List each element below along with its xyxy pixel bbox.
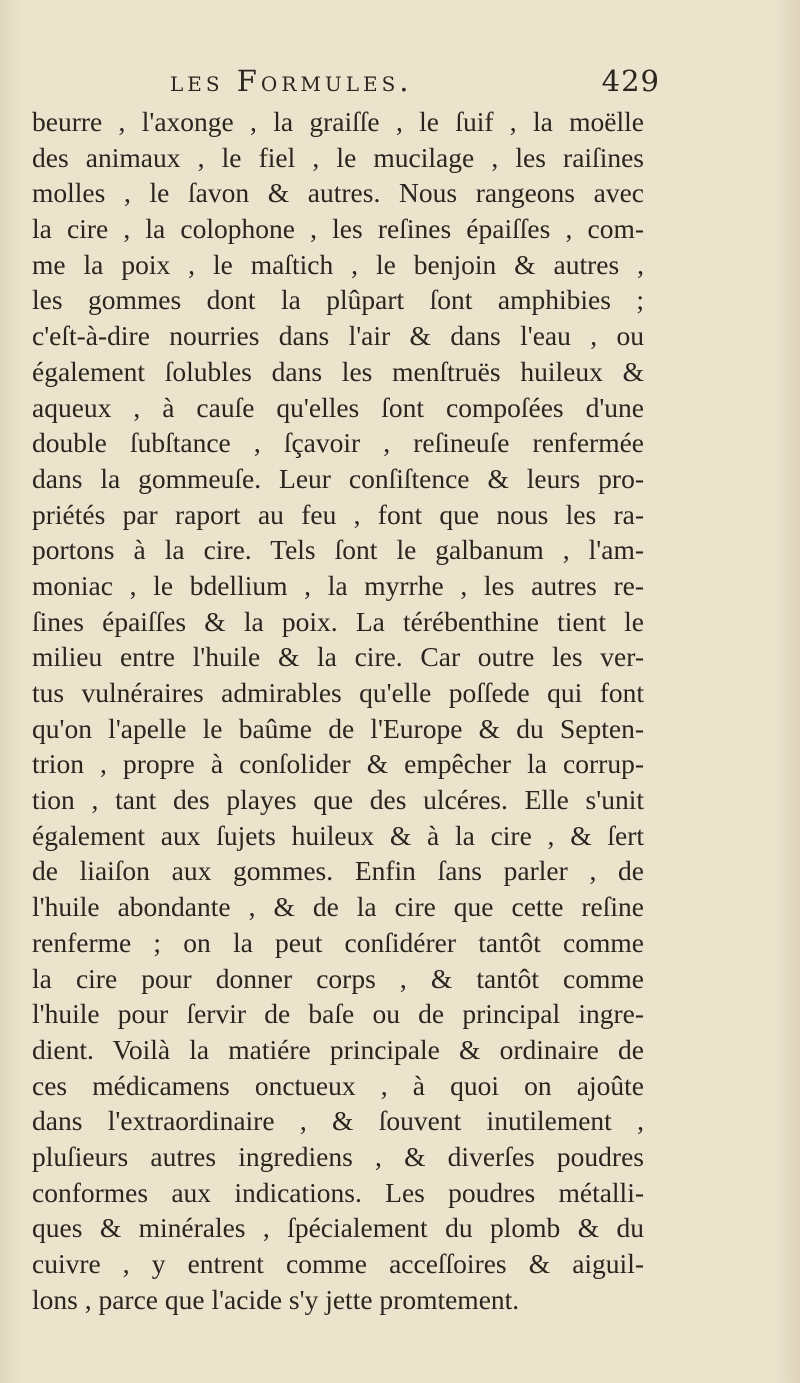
- text-line: ces médicamens onctueux , à quoi on ajoûte: [32, 1069, 644, 1101]
- page-number: 429: [601, 64, 660, 98]
- text-line: trion , propre à conſolider & empêcher la corrup-: [32, 748, 644, 780]
- text-line: portons à la cire. Tels ſont le galbanum , l'am-: [32, 534, 644, 566]
- running-title: les Formules.: [170, 64, 413, 98]
- text-line: la cire , la colophone , les reſines épaiſſes , com-: [32, 213, 644, 245]
- text-line: milieu entre l'huile & la cire. Car outre les ver-: [32, 641, 644, 673]
- text-line: la cire pour donner corps , & tantôt comme: [32, 962, 644, 994]
- text-line: aqueux , à cauſe qu'elles ſont compoſées d'une: [32, 391, 644, 423]
- body-text: [32, 104, 644, 1317]
- text-line: beurre , l'axonge , la graiſſe , le ſuif , la moëlle: [32, 106, 644, 137]
- text-line: me la poix , le maſtich , le benjoin & autres ,: [32, 248, 644, 280]
- text-line: dans la gommeuſe. Leur conſiſtence & leurs pro-: [32, 462, 644, 494]
- text-line: de liaiſon aux gommes. Enfin ſans parler , de: [32, 855, 644, 887]
- text-line: également ſolubles dans les menſtruës huileux &: [32, 355, 644, 387]
- text-line: qu'on l'apelle le baûme de l'Europe & du Septen-: [32, 712, 644, 744]
- text-line: tus vulnéraires admirables qu'elle poſſede qui font: [32, 677, 644, 708]
- text-line: lons , parce que l'acide s'y jette promtement.: [32, 1283, 520, 1315]
- text-line: l'huile pour ſervir de baſe ou de principal ingre-: [32, 998, 644, 1030]
- text-line: double ſubſtance , ſçavoir , reſineuſe renfermée: [32, 427, 644, 459]
- text-line: les gommes dont la plûpart ſont amphibies ;: [32, 284, 644, 316]
- text-line: moniac , le bdellium , la myrrhe , les autres re-: [32, 569, 644, 601]
- text-line: priétés par raport au feu , font que nous les ra-: [32, 498, 644, 530]
- text-line: molles , le ſavon & autres. Nous rangeons avec: [32, 177, 644, 209]
- text-line: ques & minérales , ſpécialement du plomb & du: [32, 1212, 644, 1244]
- text-line: c'eſt-à-dire nourries dans l'air & dans l'eau , ou: [32, 320, 644, 352]
- text-line: pluſieurs autres ingrediens , & diverſes poudres: [32, 1140, 644, 1172]
- text-line: tion , tant des playes que des ulcéres. Elle s'unit: [32, 784, 644, 816]
- text-line: renferme ; on la peut conſidérer tantôt comme: [32, 926, 644, 958]
- text-line: l'huile abondante , & de la cire que cette reſine: [32, 891, 644, 923]
- page-header: [140, 64, 660, 108]
- text-line: conformes aux indications. Les poudres métalli-: [32, 1176, 644, 1208]
- text-line: des animaux , le fiel , le mucilage , les raiſines: [32, 141, 644, 173]
- text-line: cuivre , y entrent comme acceſſoires & aiguil-: [32, 1248, 644, 1279]
- text-line: également aux ſujets huileux & à la cire , & ſert: [32, 819, 644, 851]
- text-line: ſines épaiſſes & la poix. La térébenthine tient le: [32, 605, 644, 637]
- text-line: dient. Voilà la matiére principale & ordinaire de: [32, 1033, 644, 1065]
- text-line: dans l'extraordinaire , & ſouvent inutilement ,: [32, 1105, 644, 1137]
